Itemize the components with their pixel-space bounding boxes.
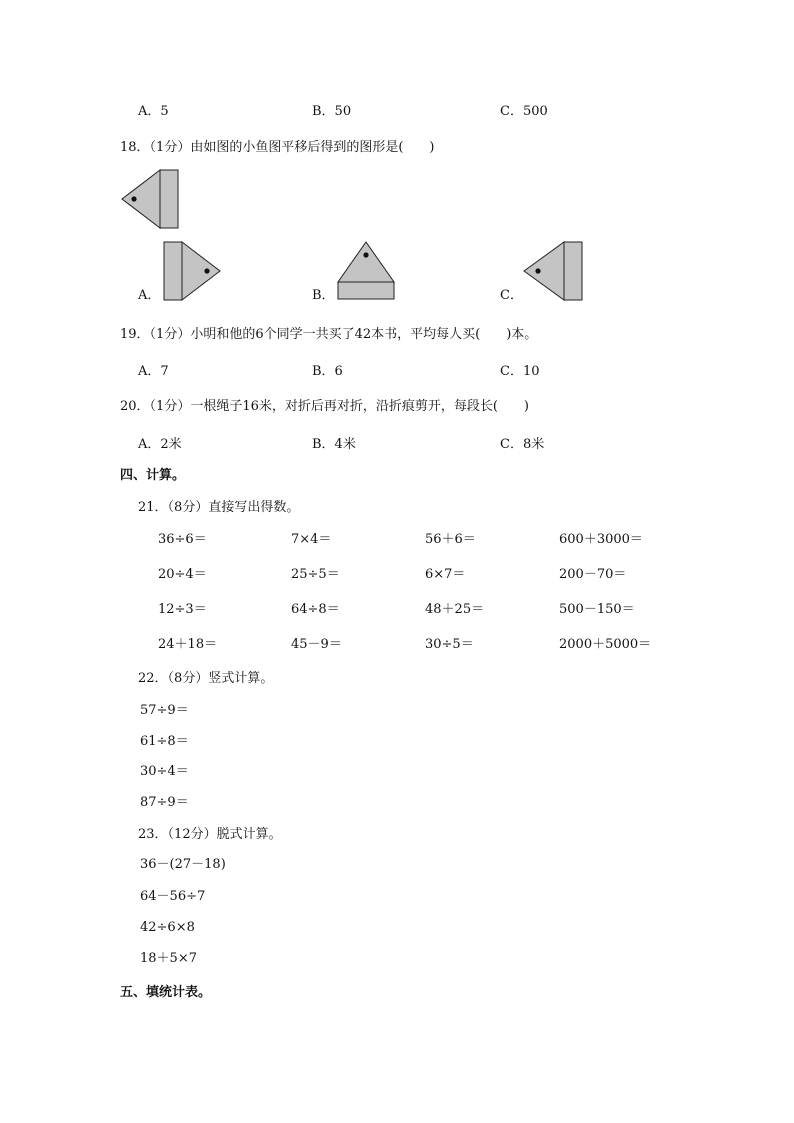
q18-option-c: C． <box>500 288 523 303</box>
q17-option-a: A．5 <box>138 104 169 119</box>
q21-item: 48＋25＝ <box>425 602 485 617</box>
q23-item: 18＋5×7 <box>140 951 197 966</box>
q22-item: 57÷9＝ <box>140 703 189 718</box>
q19-stem: 19．（1分）小明和他的6个同学一共买了42本书，平均每人买( )本。 <box>120 327 538 342</box>
q21-item: 25÷5＝ <box>291 567 340 582</box>
q23-item: 64－56÷7 <box>140 889 206 904</box>
q23-item: 42÷6×8 <box>140 920 195 935</box>
section-4-title: 四、计算。 <box>120 468 186 483</box>
q21-item: 20÷4＝ <box>158 567 207 582</box>
q21-item: 64÷8＝ <box>291 602 340 617</box>
q20-option-b: B．4米 <box>312 437 356 452</box>
fish-option-c-figure <box>522 242 584 302</box>
q18-option-b: B． <box>312 288 335 303</box>
q21-item: 6×7＝ <box>425 567 466 582</box>
q22-item: 30÷4＝ <box>140 764 189 779</box>
q21-item: 36÷6＝ <box>158 532 207 547</box>
q23-stem: 23．（12分）脱式计算。 <box>138 827 282 842</box>
q18-option-a: A． <box>138 288 161 303</box>
q22-item: 87÷9＝ <box>140 795 189 810</box>
q22-item: 61÷8＝ <box>140 734 189 749</box>
q17-option-b: B．50 <box>312 104 352 119</box>
q17-option-c: C．500 <box>500 104 548 119</box>
q21-item: 7×4＝ <box>291 532 332 547</box>
q21-item: 500－150＝ <box>559 602 635 617</box>
q20-option-a: A．2米 <box>138 437 182 452</box>
q21-stem: 21．（8分）直接写出得数。 <box>138 500 300 515</box>
q23-item: 36－(27－18) <box>140 857 226 872</box>
section-5-title: 五、填统计表。 <box>120 985 212 1000</box>
q19-option-c: C．10 <box>500 364 540 379</box>
q19-option-a: A．7 <box>138 364 169 379</box>
q21-item: 56＋6＝ <box>425 532 476 547</box>
q19-option-b: B．6 <box>312 364 343 379</box>
q21-item: 2000＋5000＝ <box>559 637 652 652</box>
q20-option-c: C．8米 <box>500 437 545 452</box>
q21-item: 24＋18＝ <box>158 637 218 652</box>
fish-reference-figure <box>120 170 182 230</box>
q18-stem: 18．（1分）由如图的小鱼图平移后得到的图形是( ) <box>120 140 435 155</box>
fish-option-b-figure <box>336 240 398 302</box>
q20-stem: 20．（1分）一根绳子16米，对折后再对折，沿折痕剪开，每段长( ) <box>120 399 529 414</box>
q21-item: 600＋3000＝ <box>559 532 643 547</box>
q22-stem: 22．（8分）竖式计算。 <box>138 671 274 686</box>
fish-option-a-figure <box>162 242 224 302</box>
q21-item: 45－9＝ <box>291 637 342 652</box>
q21-item: 30÷5＝ <box>425 637 474 652</box>
q21-item: 12÷3＝ <box>158 602 207 617</box>
q21-item: 200－70＝ <box>559 567 627 582</box>
